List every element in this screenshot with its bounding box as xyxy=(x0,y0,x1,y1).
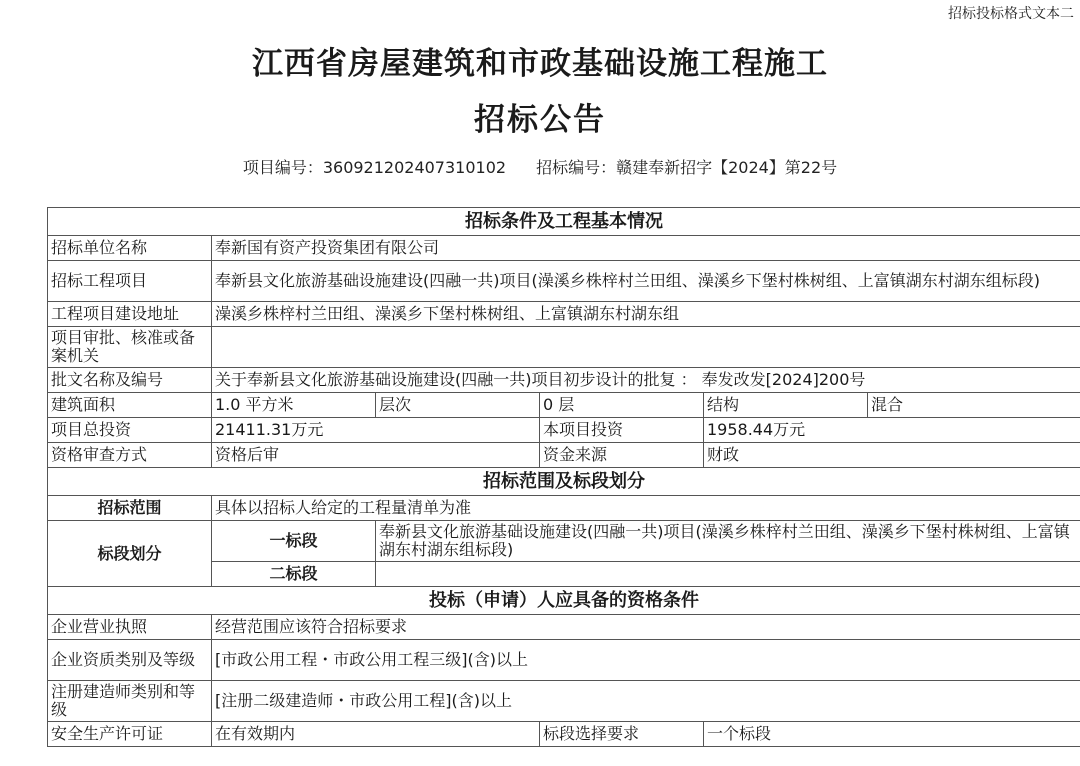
approval-doc-label: 批文名称及编号 xyxy=(48,368,212,393)
floors-value: 0 层 xyxy=(540,393,704,418)
project-no: 360921202407310102 xyxy=(322,158,507,177)
constructor-label: 注册建造师类别和等级 xyxy=(48,681,212,722)
table-row xyxy=(48,496,1080,521)
scope-value: 具体以招标人给定的工程量清单为准 xyxy=(212,496,1080,521)
total-invest-value: 21411.31万元 xyxy=(212,418,540,443)
table-row xyxy=(48,615,1080,640)
safety-value: 在有效期内 xyxy=(212,722,540,747)
license-value: 经营范围应该符合招标要求 xyxy=(212,615,1080,640)
review-value: 资格后审 xyxy=(212,443,540,468)
notice-table xyxy=(47,207,1080,747)
approval-doc-value: 关于奉新县文化旅游基础设施建设(四融一共)项目初步设计的批复 ： 奉发改发[2024]200号 xyxy=(212,368,1080,393)
section-title-scope: 招标范围及标段划分 xyxy=(48,468,1080,496)
table-row xyxy=(48,368,1080,393)
project-value: 奉新县文化旅游基础设施建设(四融一共)项目(澡溪乡株梓村兰田组、澡溪乡下堡村株树组、上富镇湖东村湖东组标段) xyxy=(212,261,1080,302)
table-row xyxy=(48,261,1080,302)
table-row xyxy=(48,393,1080,418)
lot1-label: 一标段 xyxy=(212,521,376,562)
license-label: 企业营业执照 xyxy=(48,615,212,640)
table-row xyxy=(48,640,1080,681)
area-value: 1.0 平方米 xyxy=(212,393,376,418)
structure-value: 混合 xyxy=(868,393,1080,418)
review-label: 资格审查方式 xyxy=(48,443,212,468)
project-label: 招标工程项目 xyxy=(48,261,212,302)
table-row xyxy=(48,327,1080,368)
fund-value: 财政 xyxy=(704,443,1080,468)
lot-select-value: 一个标段 xyxy=(704,722,1080,747)
table-row xyxy=(48,236,1080,261)
table-row xyxy=(48,681,1080,722)
lot2-label: 二标段 xyxy=(212,562,376,587)
qualification-value: [市政公用工程・市政公用工程三级](含)以上 xyxy=(212,640,1080,681)
tenderer-value: 奉新国有资产投资集团有限公司 xyxy=(212,236,1080,261)
total-invest-label: 项目总投资 xyxy=(48,418,212,443)
constructor-value: [注册二级建造师・市政公用工程](含)以上 xyxy=(212,681,1080,722)
section-title-conditions: 招标条件及工程基本情况 xyxy=(48,208,1080,236)
section-header-row xyxy=(48,208,1080,236)
project-no-label: 项目编号： xyxy=(242,158,323,177)
table-row xyxy=(48,443,1080,468)
numbers-line xyxy=(0,155,1080,178)
safety-label: 安全生产许可证 xyxy=(48,722,212,747)
table-row xyxy=(48,302,1080,327)
fund-label: 资金来源 xyxy=(540,443,704,468)
tender-no: 赣建奉新招字【2024】第22号 xyxy=(616,158,838,177)
table-row xyxy=(48,722,1080,747)
address-value: 澡溪乡株梓村兰田组、澡溪乡下堡村株树组、上富镇湖东村湖东组 xyxy=(212,302,1080,327)
document-subtitle: 招标公告 xyxy=(474,102,606,138)
table-row xyxy=(48,521,1080,562)
document-title: 江西省房屋建筑和市政基础设施工程施工 xyxy=(252,46,828,82)
area-label: 建筑面积 xyxy=(48,393,212,418)
address-label: 工程项目建设地址 xyxy=(48,302,212,327)
section-title-qualifications: 投标（申请）人应具备的资格条件 xyxy=(48,587,1080,615)
this-invest-label: 本项目投资 xyxy=(540,418,704,443)
qualification-label: 企业资质类别及等级 xyxy=(48,640,212,681)
lot-select-label: 标段选择要求 xyxy=(540,722,704,747)
section-header-row xyxy=(48,587,1080,615)
lots-label: 标段划分 xyxy=(48,521,212,587)
lot1-value: 奉新县文化旅游基础设施建设(四融一共)项目(澡溪乡株梓村兰田组、澡溪乡下堡村株树组、上富镇湖东村湖东组标段) xyxy=(376,521,1080,562)
approval-org-value xyxy=(212,327,1080,368)
approval-org-label: 项目审批、核准或备案机关 xyxy=(48,327,212,368)
section-header-row xyxy=(48,468,1080,496)
table-row xyxy=(48,418,1080,443)
document-type-note: 招标投标格式文本二 xyxy=(948,6,1074,22)
structure-label: 结构 xyxy=(704,393,868,418)
this-invest-value: 1958.44万元 xyxy=(704,418,1080,443)
lot2-value xyxy=(376,562,1080,587)
tenderer-label: 招标单位名称 xyxy=(48,236,212,261)
scope-label: 招标范围 xyxy=(48,496,212,521)
floors-label: 层次 xyxy=(376,393,540,418)
tender-no-label: 招标编号： xyxy=(536,158,617,177)
